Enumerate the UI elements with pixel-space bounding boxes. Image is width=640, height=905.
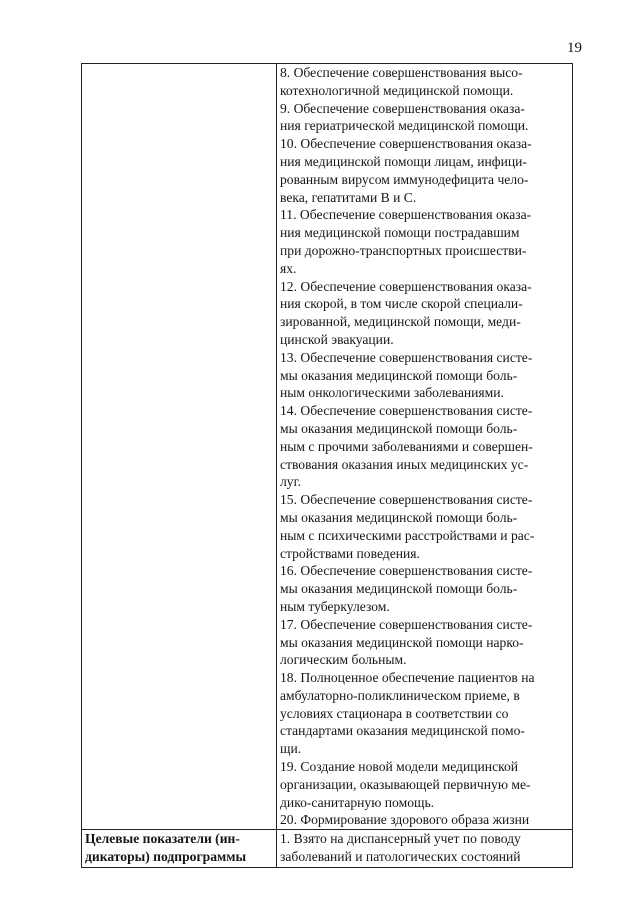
- list-item: [277, 562, 572, 615]
- task-text: 15. Обеспечение совершенствования систе- мы оказания медицинской помощи боль- ным с психическими расстройствами и рас- стройствами поведения.: [280, 492, 535, 561]
- task-text: 19. Создание новой модели медицинской организации, оказывающей первичную ме- дико-санитарную помощь.: [280, 759, 531, 810]
- list-item: [277, 278, 572, 349]
- task-text: 10. Обеспечение совершенствования оказа- ния медицинской помощи лицам, инфици- рованным вирусом иммунодефицита чело- века, гепатитами В и С.: [280, 136, 532, 205]
- left-cell-empty: [82, 64, 277, 830]
- list-item: [277, 811, 572, 829]
- indicators-cell: [277, 830, 573, 868]
- program-table: [81, 63, 573, 868]
- list-item: [277, 758, 572, 811]
- page-number: 19: [567, 40, 582, 56]
- indicator-text: 1. Взято на диспансерный учет по поводу заболеваний и патологических состояний: [280, 831, 521, 865]
- task-text: 18. Полноценное обеспечение пациентов на амбулаторно-поликлиническом приеме, в условиях стационара в соответствии со стандартами оказания медицинской помо- щи.: [280, 670, 535, 757]
- table-row: [82, 64, 573, 830]
- indicators-label-cell: [82, 830, 277, 868]
- list-item: [277, 100, 572, 136]
- tasks-cell: [277, 64, 573, 830]
- list-item: [277, 349, 572, 402]
- task-text: 12. Обеспечение совершенствования оказа- ния скорой, в том числе скорой специали- зированной, медицинской помощи, меди- цинской эвакуации.: [280, 278, 532, 347]
- list-item: [277, 64, 572, 100]
- list-item: [277, 669, 572, 758]
- task-text: 17. Обеспечение совершенствования систе- мы оказания медицинской помощи нарко- логическим больным.: [280, 616, 533, 668]
- task-text: 9. Обеспечение совершенствования оказа- ния гериатрической медицинской помощи.: [280, 100, 529, 134]
- task-text: 11. Обеспечение совершенствования оказа- ния медицинской помощи пострадавшим при дорожно-транспортных происшестви- ях.: [280, 207, 532, 276]
- table-row: [82, 830, 573, 868]
- list-item: [277, 206, 572, 277]
- list-item: [277, 616, 572, 669]
- task-text: 20. Формирование здорового образа жизни: [280, 812, 530, 828]
- task-text: 14. Обеспечение совершенствования систе- мы оказания медицинской помощи боль- ным с прочими заболеваниями и совершен- ствования оказания иных медицинских ус- луг.: [280, 403, 533, 490]
- list-item: [277, 402, 572, 491]
- indicators-label: Целевые показатели (ин- дикаторы) подпрограммы: [85, 831, 247, 865]
- list-item: [277, 135, 572, 206]
- task-text: 16. Обеспечение совершенствования систе- мы оказания медицинской помощи боль- ным туберкулезом.: [280, 563, 533, 614]
- task-text: 13. Обеспечение совершенствования систе- мы оказания медицинской помощи боль- ным онкологическими заболеваниями.: [280, 349, 533, 401]
- task-text: 8. Обеспечение совершенствования высо- котехнологичной медицинской помощи.: [280, 65, 523, 98]
- list-item: [277, 491, 572, 562]
